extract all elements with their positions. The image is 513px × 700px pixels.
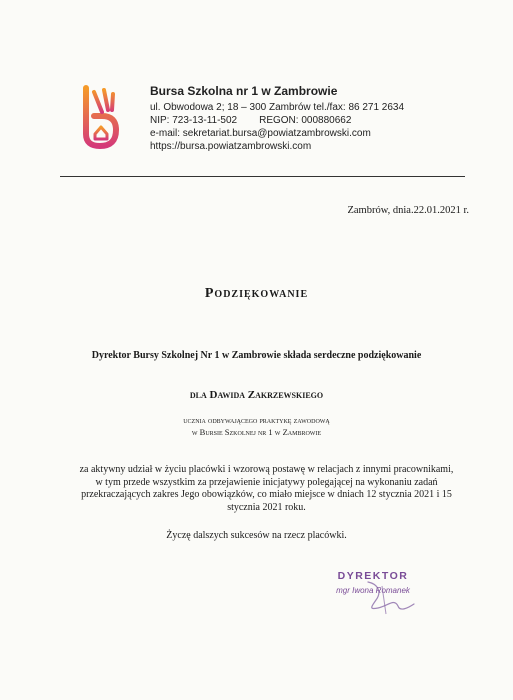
tax-ids	[150, 114, 404, 127]
nip-number: NIP: 723-13-11-502	[150, 115, 238, 126]
regon-number: REGON: 000880662	[259, 115, 352, 126]
header-divider	[60, 176, 465, 177]
wishes-line: Życzę dalszych sukcesów na rzecz placówki.	[166, 530, 347, 541]
handwritten-signature-icon	[338, 578, 428, 618]
intro-line: Dyrektor Bursy Szkolnej Nr 1 w Zambrowie składa serdeczne podziękowanie	[91, 350, 422, 361]
role-line-1: ucznia odbywającego praktykę zawodową	[183, 415, 330, 425]
place-date: Zambrów, dnia.22.01.2021 r.	[347, 205, 469, 216]
org-address: ul. Obwodowa 2; 18 – 300 Zambrów tel./fax: 86 271 2634	[150, 102, 405, 113]
org-website: https://bursa.powiatzambrowski.com	[150, 141, 312, 152]
stamp-name: mgr Iwona Romanek	[336, 586, 410, 595]
letterhead	[150, 84, 404, 153]
org-email: e-mail: sekretariat.bursa@powiatzambrowski.com	[150, 128, 371, 139]
org-name: Bursa Szkolna nr 1 w Zambrowie	[150, 84, 338, 98]
bursa-logo-icon	[78, 84, 124, 150]
stamp-role: DYREKTOR	[337, 570, 409, 582]
recipient-role	[0, 414, 513, 438]
recipient-name: dla Dawida Zakrzewskiego	[189, 389, 324, 401]
body-paragraph: za aktywny udział w życiu placówki i wzorową postawę w relacjach z innymi pracownikami, w tym przede wszystkim za przejawienie inicjatywy polegającej na wykonaniu zadań przekraczających zakres Jego obowiązków, co miało miejsce w dniach 12 stycznia 2021 i 15 stycznia 2021 roku.	[79, 464, 454, 513]
document-title: Podziękowanie	[204, 286, 309, 301]
role-line-2: w Bursie Szkolnej nr 1 w Zambrowie	[191, 427, 322, 437]
